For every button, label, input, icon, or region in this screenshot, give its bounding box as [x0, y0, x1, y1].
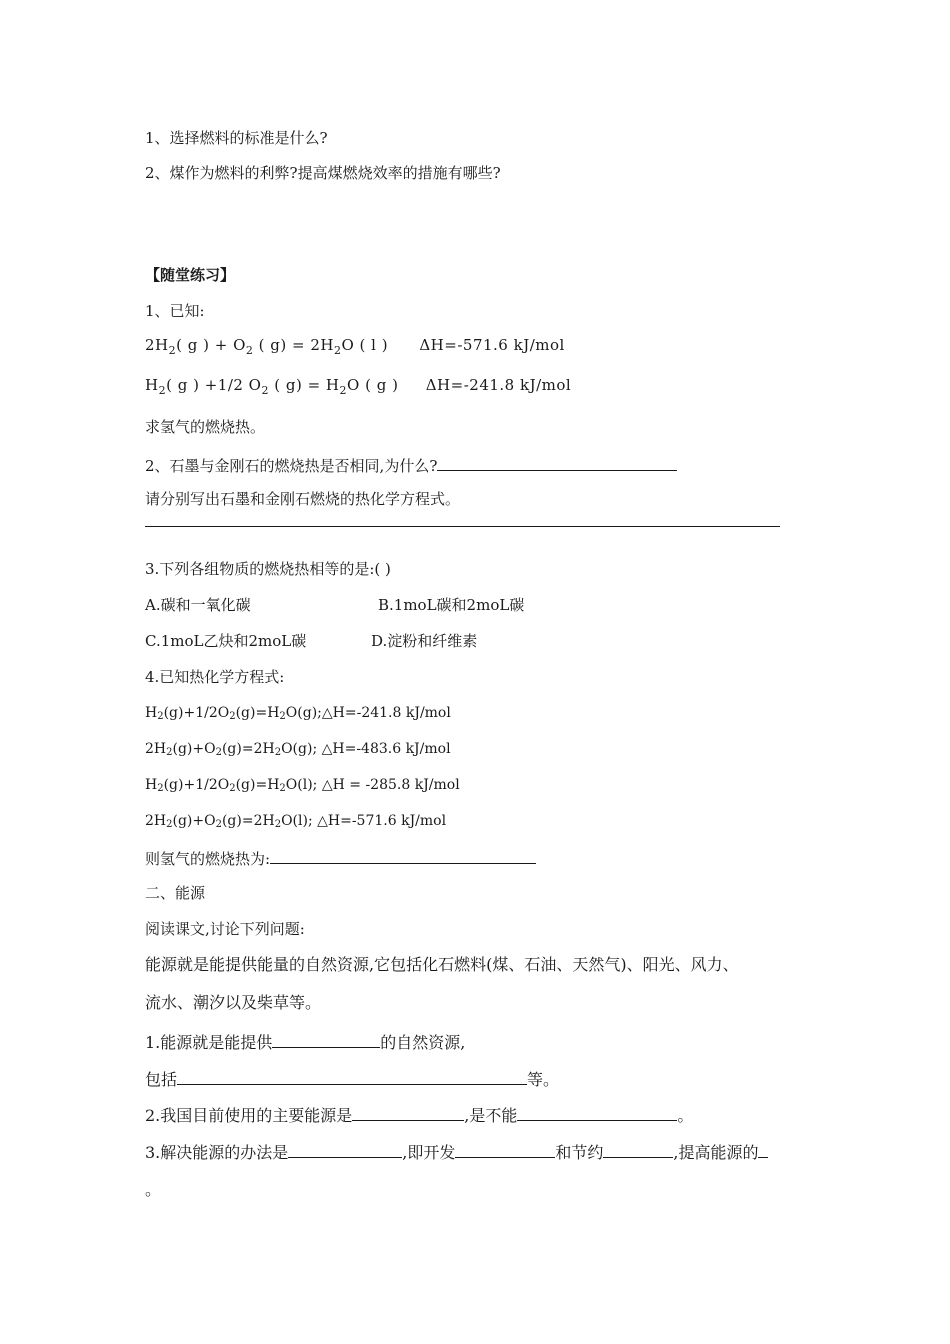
q3-text: 3.下列各组物质的燃烧热相等的是:( ): [145, 560, 391, 578]
question-fuel-criteria: 1、选择燃料的标准是什么?: [145, 129, 328, 147]
q4-ask: 则氢气的燃烧热为:: [145, 847, 536, 869]
fill-3-blank-a[interactable]: [288, 1141, 402, 1158]
q3-option-d: D.淀粉和纤维素: [371, 632, 478, 650]
energy-instruction: 阅读课文,讨论下列问题:: [145, 920, 305, 938]
fill-1-blank-b[interactable]: [177, 1068, 527, 1085]
q4-equation-2: $2H_2(g)+O_2(g)=2H_2O(g)$; △H=-483.6 kJ/mol: [145, 741, 451, 758]
practice-heading: 【随堂练习】: [145, 266, 236, 284]
fill-3-blank-d[interactable]: [758, 1141, 768, 1158]
energy-paragraph-line-1: 能源就是能提供能量的自然资源,它包括化石燃料(煤、石油、天然气)、阳光、风力、: [145, 955, 739, 974]
q2-answer-line[interactable]: [145, 526, 780, 527]
q1-title: 1、已知:: [145, 302, 205, 320]
q1-eq2-dh: ΔH=-241.8 kJ/mol: [425, 376, 572, 394]
q4-title: 4.已知热化学方程式:: [145, 668, 285, 686]
energy-paragraph-line-2: 流水、潮汐以及柴草等。: [145, 993, 322, 1012]
q2-answer-blank[interactable]: [437, 454, 677, 471]
q4-answer-blank[interactable]: [270, 847, 536, 864]
fill-3-blank-c[interactable]: [603, 1141, 673, 1158]
q1-equation-2: $H_2$( g ) +1/2 $O_2$ ( $g) = H_2O$ ( g ) ΔH=-241.8 kJ/mol: [145, 376, 572, 397]
q1-ask: 求氢气的燃烧热。: [145, 418, 266, 436]
fill-3-blank-b[interactable]: [455, 1141, 555, 1158]
q4-equation-3: $H_2(g)+1/2O_2(g)=H_2O(l)$; △H = -285.8 kJ/mol: [145, 777, 460, 794]
fill-1: 1.能源就是能提供 的自然资源,: [145, 1033, 466, 1052]
fill-1-cont: 包括 等。: [145, 1070, 560, 1089]
fill-3: 3.解决能源的办法是 ,即开发 和节约 ,提高能源的: [145, 1141, 768, 1163]
fill-2: 2.我国目前使用的主要能源是 ,是不能 。: [145, 1106, 694, 1125]
fill-3-end: 。: [145, 1180, 162, 1199]
q1-eq1-dh: ΔH=-571.6 kJ/mol: [419, 336, 565, 354]
fill-2-blank-a[interactable]: [352, 1104, 464, 1121]
energy-heading: 二、能源: [145, 884, 206, 902]
q2-text: 2、石墨与金刚石的燃烧热是否相同,为什么?: [145, 454, 677, 476]
q4-equation-4: $2H_2(g)+O_2(g)=2H_2O(l)$; △H=-571.6 kJ/mol: [145, 813, 447, 830]
q3-option-b: B.1moL碳和2moL碳: [378, 596, 525, 614]
q2-sub: 请分别写出石墨和金刚石燃烧的热化学方程式。: [145, 490, 461, 508]
q4-equation-1: $H_2(g)+1/2O_2(g)=H_2O(g);\triangle H=-241.8$ kJ/mol: [145, 705, 451, 722]
q1-equation-1: $2H_2$( g ) + $O_2$ ( $g) = 2H_2O$ ( l ) ΔH=-571.6 kJ/mol: [145, 336, 565, 357]
fill-1-blank-a[interactable]: [272, 1031, 380, 1048]
q3-option-a: A.碳和一氧化碳: [145, 596, 251, 614]
q3-option-c: C.1moL乙炔和2moL碳: [145, 632, 307, 650]
question-coal-pros-cons: 2、煤作为燃料的利弊?提高煤燃烧效率的措施有哪些?: [145, 164, 501, 182]
fill-2-blank-b[interactable]: [517, 1104, 677, 1121]
